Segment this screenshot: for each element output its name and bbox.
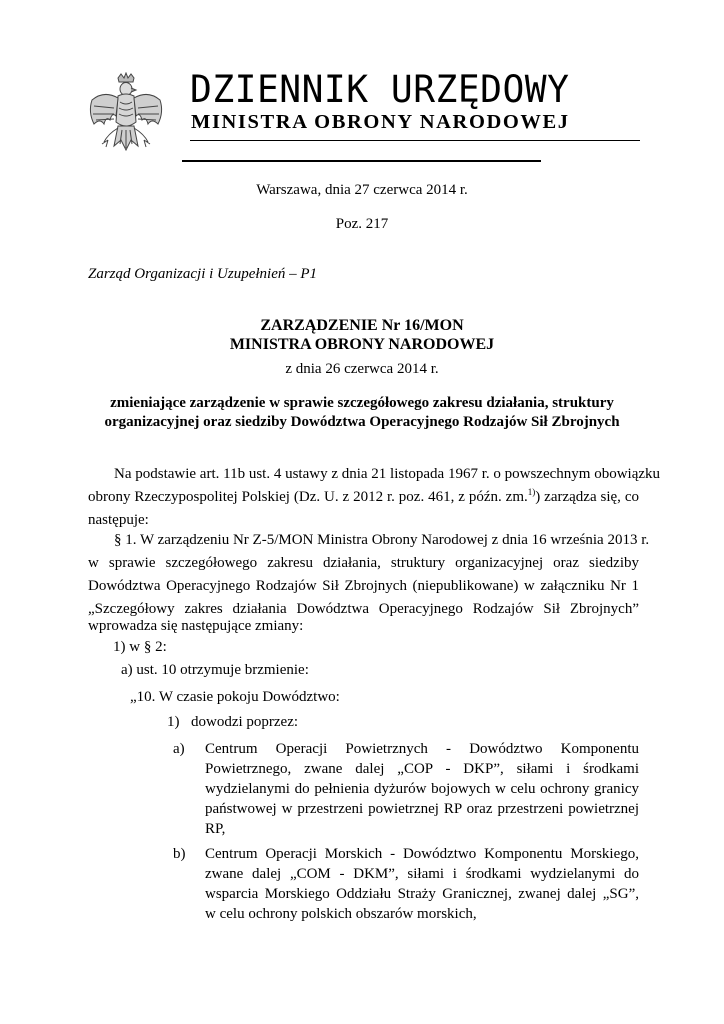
ordinance-date: z dnia 26 czerwca 2014 r. (285, 361, 439, 377)
sub-item-1-text: dowodzi poprzez: (191, 714, 299, 730)
amendment-item-1: 1) w § 2: (113, 639, 167, 655)
point-a-line: Centrum Operacji Powietrznych - Dowództwo Komponentu (205, 741, 639, 757)
preamble-line (88, 487, 639, 507)
masthead-title: DZIENNIK URZĘDOWY (190, 68, 570, 111)
footnote-marker: 1) (527, 487, 536, 497)
ordinance-subject-line-2: organizacyjnej oraz siedziby Dowództwa Operacyjnego Rodzajów Sił Zbrojnych (104, 414, 620, 430)
point-a-line: RP, (205, 821, 226, 837)
preamble-text: obrony Rzeczypospolitej Polskiej (Dz. U. z 2012 r. poz. 461, z późn. zm. (88, 489, 528, 505)
point-b-line: w celu ochrony polskich obszarów morskich, (205, 906, 477, 922)
section-1-line: wprowadza się następujące zmiany: (88, 618, 304, 634)
amendment-item-1a: a) ust. 10 otrzymuje brzmienie: (121, 662, 309, 678)
point-b-label: b) (173, 846, 186, 862)
point-a-line: Powietrznego, zwane dalej „COP - DKP”, siłami i środkami (205, 761, 639, 777)
ordinance-number: ZARZĄDZENIE Nr 16/MON (260, 317, 464, 334)
point-b-line: zwane dalej „COM - DKM”, siłami i środkami wydzielanymi do (205, 866, 639, 882)
section-1-line: Dowództwa Operacyjnego Rodzajów Sił Zbrojnych (niepublikowane) w załączniku Nr 1 (88, 578, 639, 594)
point-b-line: Centrum Operacji Morskich - Dowództwo Komponentu Morskiego, (205, 846, 639, 862)
section-1-line: w sprawie szczegółowego zakresu działania, struktury organizacyjnej oraz siedziby (88, 555, 639, 571)
point-a-label: a) (173, 741, 185, 757)
masthead-divider-thick (182, 160, 541, 162)
masthead-divider-thin (190, 140, 640, 141)
preamble-line: następuje: (88, 512, 149, 528)
section-1-line: § 1. W zarządzeniu Nr Z-5/MON Ministra Obrony Narodowej z dnia 16 września 2013 r. (114, 532, 650, 548)
point-a-line: wydzielanymi do pełnienia dyżurów bojowych w celu ochrony granicy (205, 781, 639, 797)
ordinance-subject-line-1: zmieniające zarządzenie w sprawie szczegółowego zakresu działania, struktury (110, 395, 614, 411)
sub-item-1-number: 1) (167, 714, 180, 730)
polish-eagle-emblem-icon (84, 72, 168, 164)
point-a-line: państwowej w przestrzeni powietrznej RP oraz przestrzeni powietrznej (205, 801, 639, 817)
ordinance-authority: MINISTRA OBRONY NARODOWEJ (229, 336, 495, 353)
quoted-paragraph-10: „10. W czasie pokoju Dowództwo: (130, 689, 340, 705)
point-b-line: wsparcia Morskiego Oddziału Straży Granicznej, zwanej dalej „SG”, (205, 886, 639, 902)
masthead-subtitle: MINISTRA OBRONY NARODOWEJ (191, 111, 570, 133)
preamble-text: ) zarządza się, co (535, 489, 640, 505)
preamble-line: Na podstawie art. 11b ust. 4 ustawy z dnia 21 listopada 1967 r. o powszechnym obowiązku (114, 466, 661, 482)
position-number: Poz. 217 (335, 216, 389, 232)
place-date: Warszawa, dnia 27 czerwca 2014 r. (256, 182, 468, 198)
issuing-unit: Zarząd Organizacji i Uzupełnień – P1 (88, 266, 318, 282)
section-1-line: „Szczegółowy zakres działania Dowództwa Operacyjnego Rodzajów Sił Zbrojnych” (88, 601, 639, 617)
